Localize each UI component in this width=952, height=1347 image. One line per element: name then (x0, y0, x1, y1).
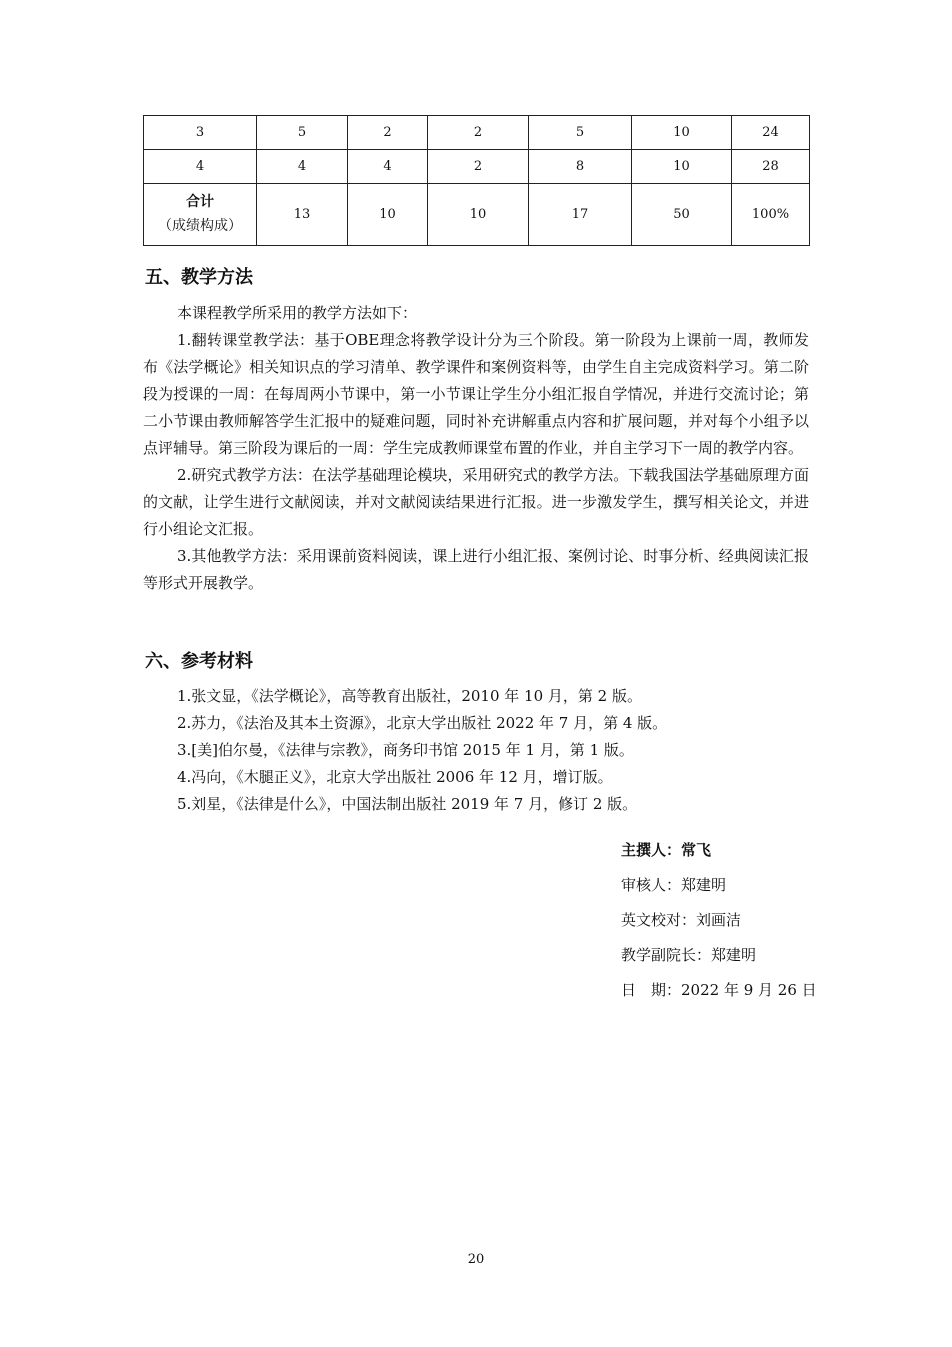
table-cell: 2 (428, 150, 529, 184)
table-cell: 4 (257, 150, 348, 184)
section-heading-references: 六、参考材料 (145, 651, 253, 672)
paragraph: 1.翻转课堂教学法：基于OBE理念将教学设计分为三个阶段。第一阶段为上课前一周，教师发布《法学概论》相关知识点的学习清单、教学课件和案例资料等，由学生自主完成资料学习。第二阶段为授课的一周：在每周两小节课中，第一小节课让学生分小组汇报自学情况，并进行交流讨论；第二小节课由教师解答学生汇报中的疑难问题，同时补充讲解重点内容和扩展问题，并对每个小组予以点评辅导。第三阶段为课后的一周：学生完成教师课堂布置的作业，并自主学习下一周的教学内容。 (143, 331, 809, 457)
reference-item: 5.刘星，《法律是什么》，中国法制出版社 2019 年 7 月，修订 2 版。 (177, 795, 638, 813)
total-row (144, 184, 810, 246)
table-cell: 10 (632, 116, 732, 150)
reference-item: 1.张文显，《法学概论》，高等教育出版社，2010 年 10 月，第 2 版。 (177, 687, 642, 705)
table-cell: 5 (257, 116, 348, 150)
paragraph: 3.其他教学方法：采用课前资料阅读，课上进行小组汇报、案例讨论、时事分析、经典阅读汇报等形式开展教学。 (143, 547, 809, 592)
paragraph: 本课程教学所采用的教学方法如下： (177, 304, 418, 322)
table-cell: 10 (348, 184, 428, 246)
table-cell: 3 (144, 116, 257, 150)
score-composition-table (143, 115, 810, 246)
table-cell: 17 (529, 184, 632, 246)
author-line: 主撰人：常飞 (621, 841, 712, 859)
teaching-methods-body (143, 300, 809, 597)
table-cell: 2 (348, 116, 428, 150)
english-proofreader-line: 英文校对：刘画洁 (621, 911, 742, 929)
page-number: 20 (467, 1252, 485, 1267)
paragraph: 2.研究式教学方法：在法学基础理论模块，采用研究式的教学方法。下载我国法学基础原理方面的文献，让学生进行文献阅读，并对文献阅读结果进行汇报。进一步激发学生，撰写相关论文，并进行小组论文汇报。 (143, 466, 809, 538)
table-cell: 4 (348, 150, 428, 184)
total-label: 合计 (186, 193, 214, 210)
table-cell: 100% (732, 184, 810, 246)
table-cell: 28 (732, 150, 810, 184)
table-cell: 10 (632, 150, 732, 184)
total-label-cell (144, 184, 257, 246)
table-cell: 13 (257, 184, 348, 246)
reviewer-line: 审核人：郑建明 (621, 876, 727, 894)
reference-item: 3.[美]伯尔曼，《法律与宗教》，商务印书馆 2015 年 1 月，第 1 版。 (177, 741, 634, 759)
reference-item: 2.苏力，《法治及其本土资源》，北京大学出版社 2022 年 7 月，第 4 版。 (177, 714, 668, 732)
table-cell: 24 (732, 116, 810, 150)
signoff-block (621, 838, 817, 1013)
date-line: 日 期：2022 年 9 月 26 日 (621, 981, 817, 999)
table-cell: 8 (529, 150, 632, 184)
table-cell: 4 (144, 150, 257, 184)
total-sub-label: （成绩构成） (158, 217, 242, 234)
section-heading-teaching-methods: 五、教学方法 (145, 267, 253, 288)
table-cell: 5 (529, 116, 632, 150)
table-cell: 10 (428, 184, 529, 246)
reference-list (177, 683, 667, 818)
reference-item: 4.冯向，《木腿正义》，北京大学出版社 2006 年 12 月，增订版。 (177, 768, 613, 786)
table-row (144, 116, 810, 150)
table-cell: 50 (632, 184, 732, 246)
table-cell: 2 (428, 116, 529, 150)
table-row (144, 150, 810, 184)
vice-dean-line: 教学副院长：郑建明 (621, 946, 757, 964)
